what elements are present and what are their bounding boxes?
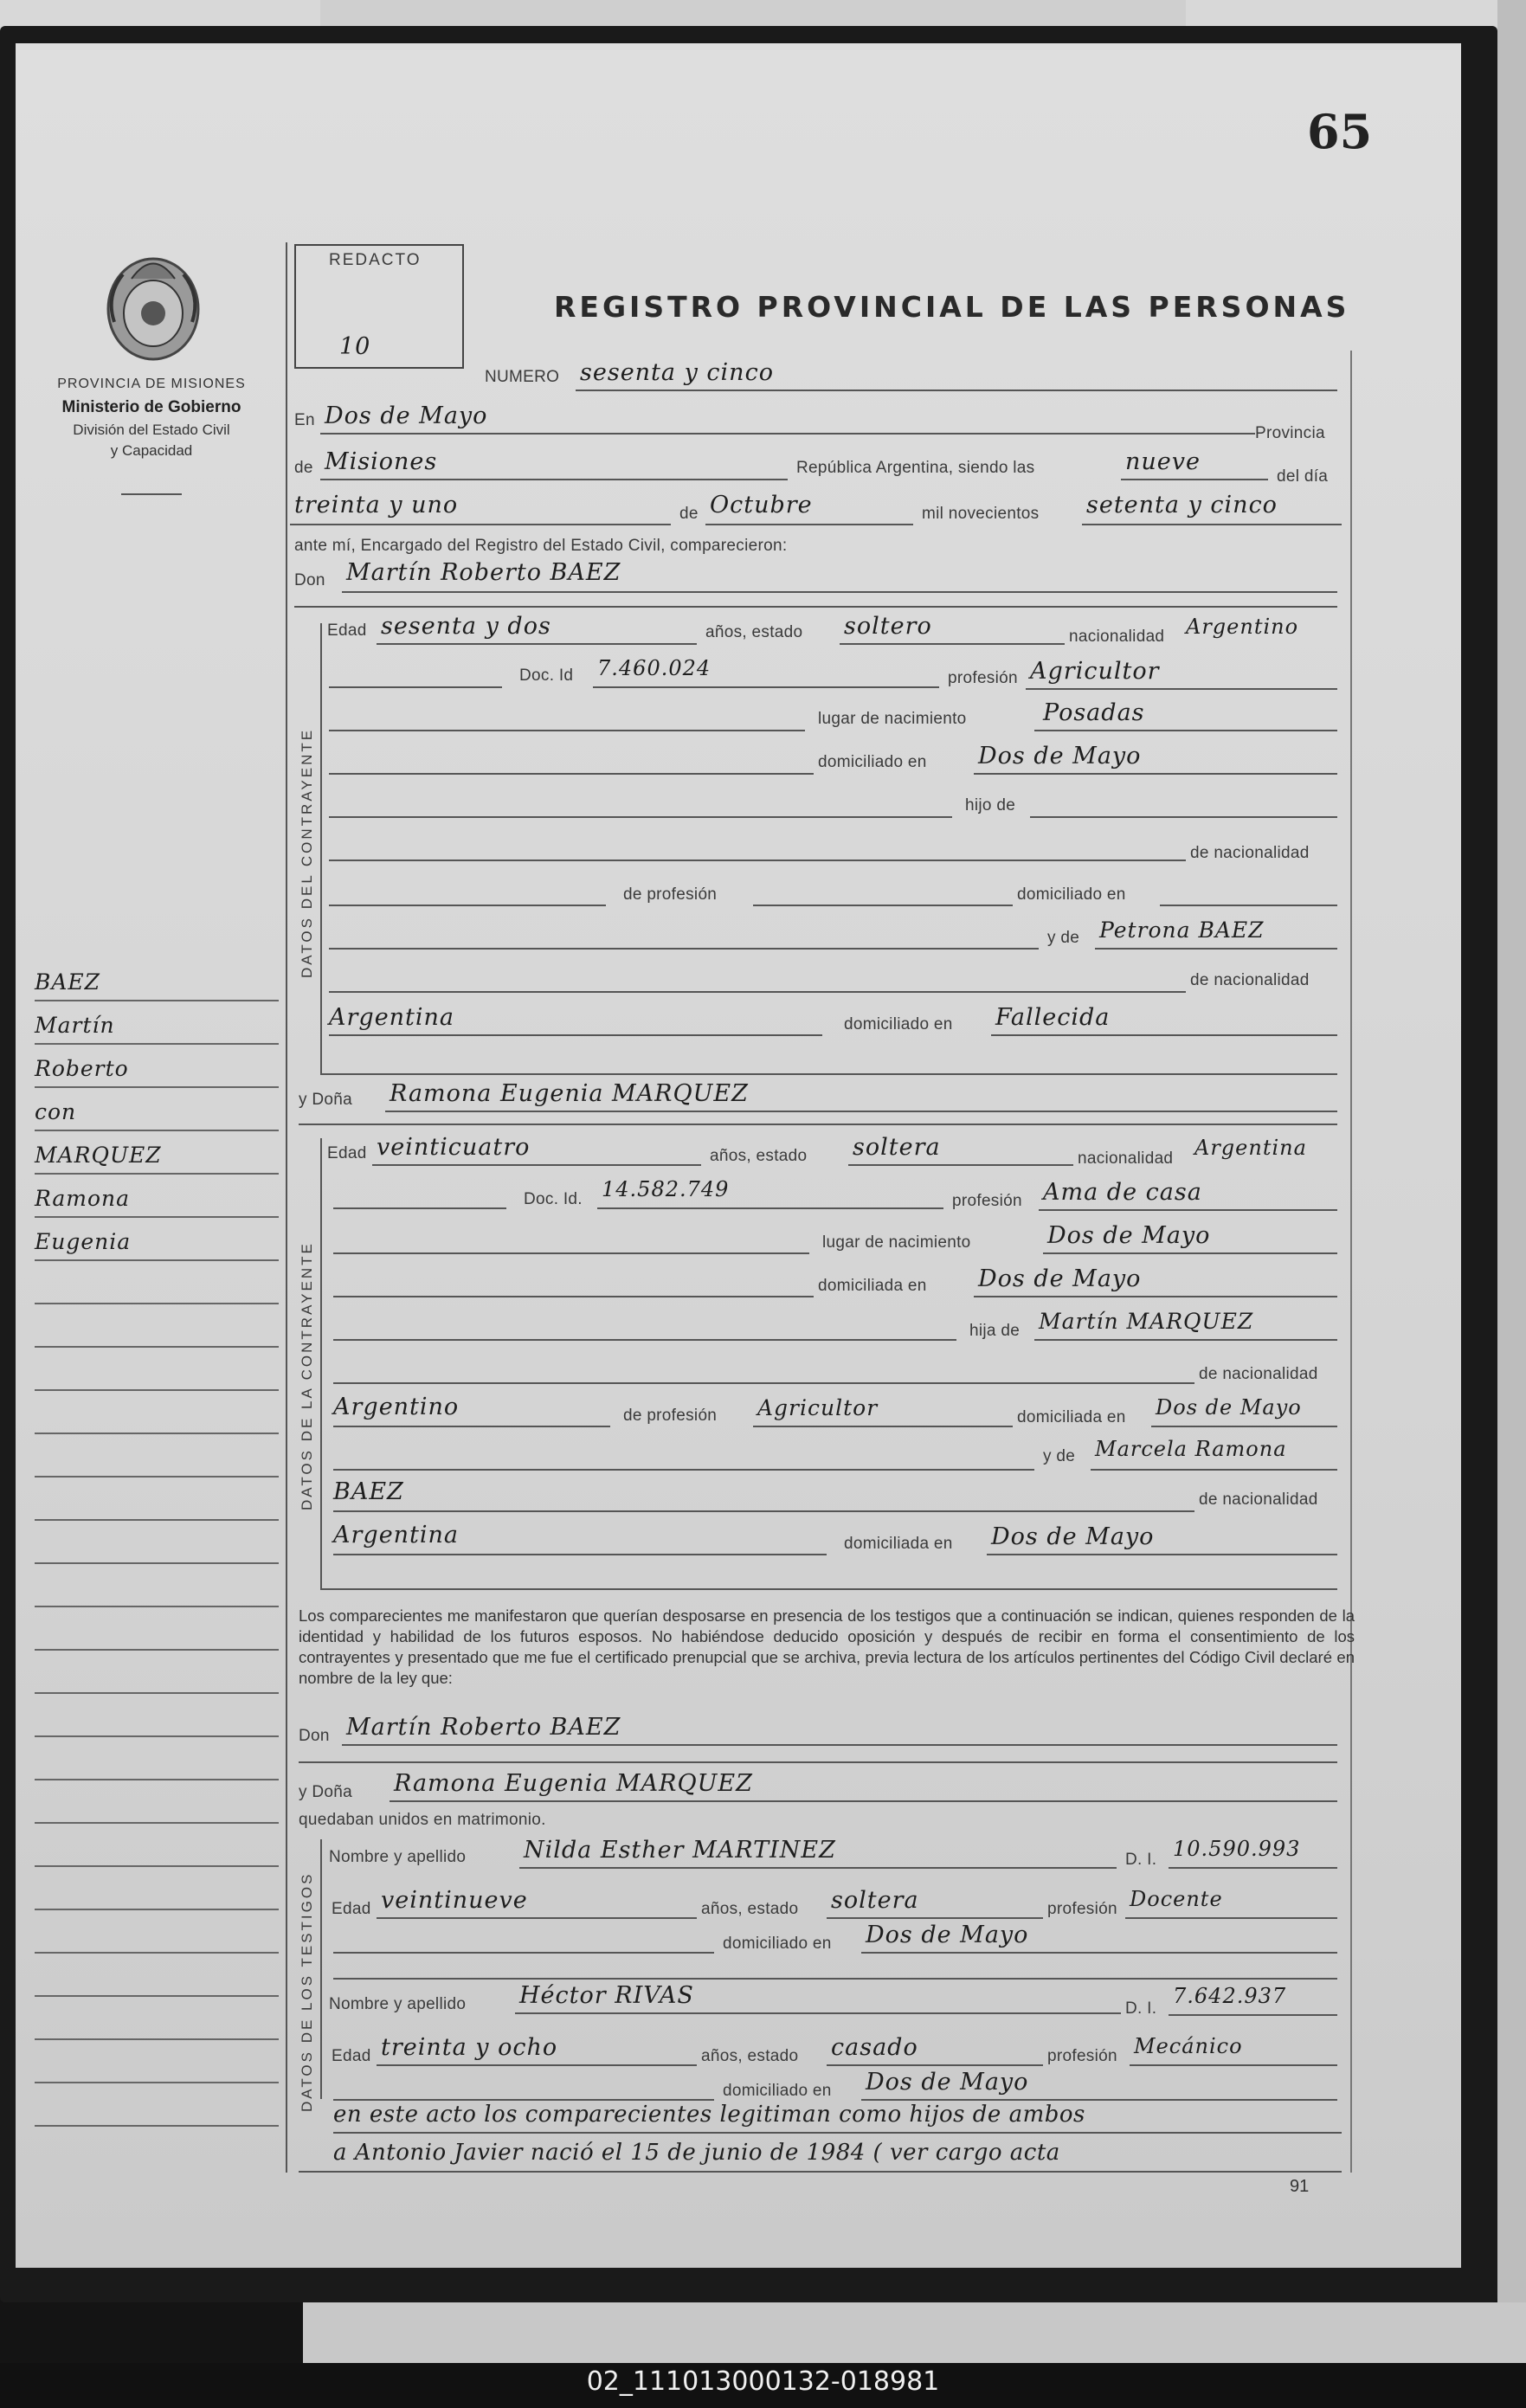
margin-rule [35, 1952, 279, 1954]
margin-rule [35, 1086, 279, 1088]
f-nacionalidad-label: nacionalidad [1078, 1149, 1174, 1168]
f-nac-padre-value: Argentino [333, 1394, 460, 1420]
margin-rule [35, 1649, 279, 1651]
c-lugar-nac-label: lugar de nacimiento [818, 710, 967, 728]
r-dona-value: Ramona Eugenia MARQUEZ [394, 1770, 753, 1797]
t1-nombre-value: Nilda Esther MARTINEZ [524, 1837, 836, 1864]
margin-rule [35, 1173, 279, 1175]
c-dom-madre-value: Fallecida [995, 1004, 1111, 1031]
c-nac-madre-value: Argentina [329, 1004, 455, 1031]
redacto-value: 10 [339, 333, 371, 360]
margin-note-7: Eugenia [35, 1229, 132, 1254]
f-domicilio-value: Dos de Mayo [978, 1265, 1142, 1292]
c-profesion-label: profesión [948, 669, 1018, 687]
f-de-nac-label: de nacionalidad [1199, 1365, 1318, 1383]
dia-value: treinta y uno [294, 492, 459, 518]
c-domicilio-value: Dos de Mayo [978, 743, 1142, 769]
r-dona-label: y Doña [299, 1783, 353, 1801]
filename-label: 02_111013000132-018981 [586, 2366, 940, 2397]
margin-rule [35, 1606, 279, 1607]
c-row7b-line [753, 905, 1013, 906]
c-lugar-line [1034, 730, 1337, 731]
t1-domicilio-label: domiciliado en [723, 1935, 832, 1953]
c-nacionalidad-label: nacionalidad [1069, 628, 1165, 646]
t1-di-line [1169, 1867, 1337, 1869]
f-row10a-line [333, 1554, 827, 1555]
margin-note-2: Martín [35, 1013, 115, 1038]
t1-estado-line [827, 1917, 1043, 1919]
provincial-seal-icon [97, 244, 209, 365]
t1-estado-value: soltera [831, 1887, 919, 1914]
margin-rule [35, 1519, 279, 1521]
r-dona-line [390, 1800, 1337, 1802]
r-unidos-text: quedaban unidos en matrimonio. [299, 1811, 546, 1829]
f-estado-value: soltera [853, 1134, 941, 1161]
f-lugar-line [1043, 1252, 1337, 1254]
f-madre-line [1091, 1469, 1337, 1471]
f-doc-label: Doc. Id. [524, 1190, 583, 1208]
t1-di-label: D. I. [1125, 1851, 1157, 1869]
margin-note-6: Ramona [35, 1186, 131, 1211]
c-de-profesion-label: de profesión [623, 885, 718, 904]
f-padre-value: Martín MARQUEZ [1039, 1309, 1254, 1334]
left-header-line2: Ministerio de Gobierno [61, 398, 241, 416]
don-line [342, 591, 1337, 593]
r-don-line2 [299, 1761, 1337, 1763]
redacto-label: REDACTO [329, 251, 422, 269]
t2-di-value: 7.642.937 [1173, 1984, 1287, 2008]
c-anios-estado-label: años, estado [705, 623, 803, 641]
t1-dom-line [861, 1952, 1337, 1954]
f-row7c-line [1151, 1426, 1337, 1427]
margin-rule [35, 1303, 279, 1304]
margin-rule [35, 2038, 279, 2040]
c-hijo-label: hijo de [965, 796, 1016, 814]
de-line [320, 479, 788, 480]
f-doc-line [597, 1207, 943, 1209]
c-doc-value: 7.460.024 [597, 656, 711, 680]
c-pre-hijo-line [329, 816, 952, 818]
t1-edad-value: veintinueve [381, 1887, 528, 1914]
page-number: 65 [1307, 104, 1373, 159]
t2-profesion-line [1130, 2064, 1337, 2066]
f-madre-apellido: BAEZ [333, 1478, 404, 1505]
c-domicilio-label: domiciliado en [818, 753, 927, 771]
c-profesion-line [1026, 688, 1337, 690]
de-mes-label: de [679, 505, 699, 523]
f-lugar-nac-label: lugar de nacimiento [822, 1233, 971, 1252]
t2-nombre-label: Nombre y apellido [329, 1995, 467, 2013]
f-nac-madre-value: Argentina [333, 1522, 460, 1548]
r-don-label: Don [299, 1727, 330, 1745]
t1-profesion-label: profesión [1047, 1900, 1117, 1918]
margin-rule [35, 1692, 279, 1694]
c-de-nac2-label: de nacionalidad [1190, 971, 1310, 989]
f-row8-line [333, 1469, 1034, 1471]
margin-rule [35, 2125, 279, 2127]
margin-rule [35, 1562, 279, 1564]
notes-line1: en este acto los comparecientes legitiman como hijos de ambos [333, 2102, 1085, 2128]
c-y-de-label: y de [1047, 929, 1080, 947]
margin-rule [35, 1865, 279, 1867]
t1-nombre-line [519, 1867, 1117, 1869]
legal-paragraph: Los comparecientes me manifestaron que querían desposarse en presencia de los testigos que a continuación se indican, quienes responden de la identidad y habilidad de los futuros esposos. No habiéndose deducido oposición y después de recibir en forma el consentimiento de los contrayentes y presentado que me fue el certificado prenupcial que se archiva, previa lectura de los artículos pertinentes del Código Civil declaré en nombre de la ley que: [299, 1606, 1355, 1687]
contrayenta-bracket [320, 1138, 322, 1588]
right-frame-line [1350, 351, 1352, 2173]
t1-pre-dom-line [333, 1952, 714, 1954]
c-hijo-line [1030, 816, 1337, 818]
c-pre-dom-line [329, 773, 814, 775]
numero-label: NUMERO [485, 368, 560, 386]
f-lugar-nac-value: Dos de Mayo [1047, 1222, 1211, 1249]
f-row9-line [333, 1510, 1194, 1512]
c-row10b-line [991, 1034, 1337, 1036]
en-label: En [294, 411, 315, 429]
del-dia-label: del día [1277, 467, 1329, 486]
margin-note-1: BAEZ [35, 969, 101, 995]
c-de-nac-label: de nacionalidad [1190, 844, 1310, 862]
mes-value: Octubre [710, 492, 813, 518]
dia-line [290, 524, 671, 525]
t1-domicilio-value: Dos de Mayo [866, 1922, 1029, 1948]
t1-bottom-line [333, 1978, 1337, 1980]
f-dom-madre-value: Dos de Mayo [991, 1523, 1155, 1550]
t2-edad-label: Edad [332, 2047, 371, 2065]
provincia-label: Provincia [1255, 424, 1325, 442]
t2-anios-estado-label: años, estado [701, 2047, 799, 2065]
margin-rule [35, 1735, 279, 1737]
f-de-nac2-label: de nacionalidad [1199, 1491, 1318, 1509]
f-dom-padre-value: Dos de Mayo [1156, 1395, 1302, 1420]
t1-di-value: 10.590.993 [1173, 1837, 1301, 1861]
margin-rule [35, 1259, 279, 1261]
left-header-line1: PROVINCIA DE MISIONES [57, 377, 246, 391]
margin-rule [35, 1043, 279, 1045]
c-edad-value: sesenta y dos [381, 613, 551, 640]
t2-nombre-value: Héctor RIVAS [519, 1982, 694, 2009]
dona-line [385, 1111, 1337, 1112]
c-row6-line [329, 860, 1186, 861]
t2-estado-line [827, 2064, 1043, 2066]
t1-edad-line [377, 1917, 697, 1919]
f-pre-dom-line [333, 1296, 814, 1297]
t1-profesion-line [1125, 1917, 1337, 1919]
left-header-line3: División del Estado Civil [73, 422, 230, 438]
margin-rule [35, 1130, 279, 1131]
f-edad-line [372, 1164, 701, 1166]
c-doc-line [593, 686, 939, 688]
t1-profesion-value: Docente [1130, 1887, 1223, 1911]
c-profesion-value: Agricultor [1030, 658, 1160, 685]
f-nacionalidad-value: Argentina [1194, 1136, 1307, 1160]
f-padre-line [1034, 1339, 1337, 1341]
margin-note-5: MARQUEZ [35, 1143, 162, 1168]
t1-nombre-label: Nombre y apellido [329, 1848, 467, 1866]
de-label: de [294, 459, 313, 477]
f-y-de-label: y de [1043, 1447, 1076, 1465]
left-header-line4: y Capacidad [110, 442, 193, 459]
c-doc-label: Doc. Id [519, 666, 574, 685]
c-edad-line [377, 643, 697, 645]
margin-rule [35, 1389, 279, 1391]
t2-di-label: D. I. [1125, 1999, 1157, 2018]
c-row8-line [329, 948, 1039, 950]
dona-label: y Doña [299, 1091, 353, 1109]
f-pre-hija-line [333, 1339, 956, 1341]
c-madre-value: Petrona BAEZ [1099, 917, 1265, 943]
c-edad-label: Edad [327, 621, 367, 640]
f-anios-estado-label: años, estado [710, 1147, 808, 1165]
notes-line2-rule [299, 2171, 1342, 2173]
margin-note-4: con [35, 1099, 77, 1124]
t2-nombre-line [515, 2012, 1121, 2014]
numero-line [576, 390, 1337, 391]
margin-rule [35, 1995, 279, 1997]
contrayente-section-label: DATOS DEL CONTRAYENTE [299, 727, 315, 978]
c-nacionalidad-value: Argentino [1186, 615, 1299, 639]
f-prof-padre-value: Agricultor [757, 1395, 879, 1420]
don-label: Don [294, 571, 325, 589]
f-domicilio-label: domiciliada en [818, 1277, 927, 1295]
republica-text: República Argentina, siendo las [796, 459, 1035, 477]
margin-rule [35, 1476, 279, 1478]
en-line [320, 433, 1255, 435]
r-don-value: Martín Roberto BAEZ [346, 1714, 621, 1741]
anio-line [1082, 524, 1342, 525]
t2-edad-value: treinta y ocho [381, 2034, 558, 2061]
f-row6-line [333, 1382, 1194, 1384]
bottom-background-strip [303, 2302, 1526, 2363]
f-de-profesion-label: de profesión [623, 1407, 718, 1425]
f-estado-line [848, 1164, 1073, 1166]
margin-rule [35, 1346, 279, 1348]
c-estado-value: soltero [844, 613, 932, 640]
t2-dom-line [861, 2099, 1337, 2101]
mes-line [705, 524, 913, 525]
notes-line2: a Antonio Javier nació el 15 de junio de 1984 ( ver cargo acta [333, 2140, 1060, 2166]
ante-text: ante mí, Encargado del Registro del Estado Civil, comparecieron: [294, 537, 788, 555]
margin-rule [35, 2082, 279, 2083]
t2-domicilio-value: Dos de Mayo [866, 2069, 1029, 2096]
c-domiciliado-en2-label: domiciliado en [1017, 885, 1126, 904]
f-row7b-line [753, 1426, 1013, 1427]
don-line2 [294, 606, 1337, 608]
c-row10a-line [329, 1034, 822, 1036]
t1-edad-label: Edad [332, 1900, 371, 1918]
contrayenta-section-label: DATOS DE LA CONTRAYENTE [299, 1241, 315, 1510]
don-value: Martín Roberto BAEZ [346, 559, 621, 586]
c-row9-line [329, 991, 1186, 993]
c-lugar-nac-value: Posadas [1043, 699, 1145, 726]
anio-value: setenta y cinco [1086, 492, 1278, 518]
t2-estado-value: casado [831, 2034, 918, 2061]
right-background [1497, 0, 1526, 2408]
left-frame-line [286, 242, 287, 2173]
c-domiciliado-en3-label: domiciliado en [844, 1015, 953, 1033]
f-domiciliada2-label: domiciliada en [844, 1535, 953, 1553]
contrayente-bracket [320, 623, 322, 1073]
hora-line [1121, 479, 1268, 480]
f-madre-value: Marcela Ramona [1095, 1437, 1287, 1461]
f-dom-line [974, 1296, 1337, 1297]
f-doc-value: 14.582.749 [602, 1177, 730, 1201]
c-dom-line [974, 773, 1337, 775]
c-section-bottom [320, 1073, 1337, 1075]
dona-line2 [299, 1124, 1337, 1125]
header-divider [121, 493, 182, 495]
c-pre-lugar-line [329, 730, 805, 731]
stamp-91: 91 [1290, 2177, 1310, 2196]
de-value: Misiones [325, 448, 438, 475]
c-row7a-line [329, 905, 606, 906]
f-pre-doc-line [333, 1207, 506, 1209]
document-title: REGISTRO PROVINCIAL DE LAS PERSONAS [554, 290, 1350, 324]
f-pre-lugar-line [333, 1252, 809, 1254]
margin-rule [35, 1216, 279, 1218]
margin-rule [35, 1909, 279, 1910]
t2-domicilio-label: domiciliado en [723, 2082, 832, 2100]
c-row7c-line [1160, 905, 1337, 906]
t1-anios-estado-label: años, estado [701, 1900, 799, 1918]
mil-label: mil novecientos [922, 505, 1040, 523]
t2-profesion-value: Mecánico [1134, 2034, 1243, 2058]
margin-note-3: Roberto [35, 1056, 129, 1081]
t2-profesion-label: profesión [1047, 2047, 1117, 2065]
margin-rule [35, 1779, 279, 1780]
dona-value: Ramona Eugenia MARQUEZ [390, 1080, 749, 1107]
margin-rule [35, 1433, 279, 1434]
notes-line1-rule [333, 2132, 1342, 2134]
c-estado-line [840, 643, 1065, 645]
f-edad-label: Edad [327, 1144, 367, 1162]
margin-rule [35, 1000, 279, 1001]
f-row10b-line [987, 1554, 1337, 1555]
f-profesion-label: profesión [952, 1192, 1022, 1210]
c-pre-doc-line [329, 686, 502, 688]
f-profesion-line [1039, 1209, 1337, 1211]
testigos-bracket [320, 1839, 322, 2099]
f-domiciliada-label: domiciliada en [1017, 1408, 1126, 1426]
f-hija-label: hija de [969, 1322, 1021, 1340]
margin-rule [35, 1822, 279, 1824]
t2-edad-line [377, 2064, 697, 2066]
f-row7a-line [333, 1426, 610, 1427]
f-profesion-value: Ama de casa [1043, 1179, 1202, 1206]
f-edad-value: veinticuatro [377, 1134, 531, 1161]
r-don-line [342, 1744, 1337, 1746]
hora-value: nueve [1125, 448, 1201, 475]
c-madre-line [1095, 948, 1337, 950]
f-section-bottom [320, 1588, 1337, 1590]
testigos-section-label: DATOS DE LOS TESTIGOS [299, 1871, 315, 2112]
t2-di-line [1169, 2014, 1337, 2016]
t2-pre-dom-line [333, 2099, 714, 2101]
en-value: Dos de Mayo [325, 402, 488, 429]
numero-value: sesenta y cinco [580, 359, 774, 386]
